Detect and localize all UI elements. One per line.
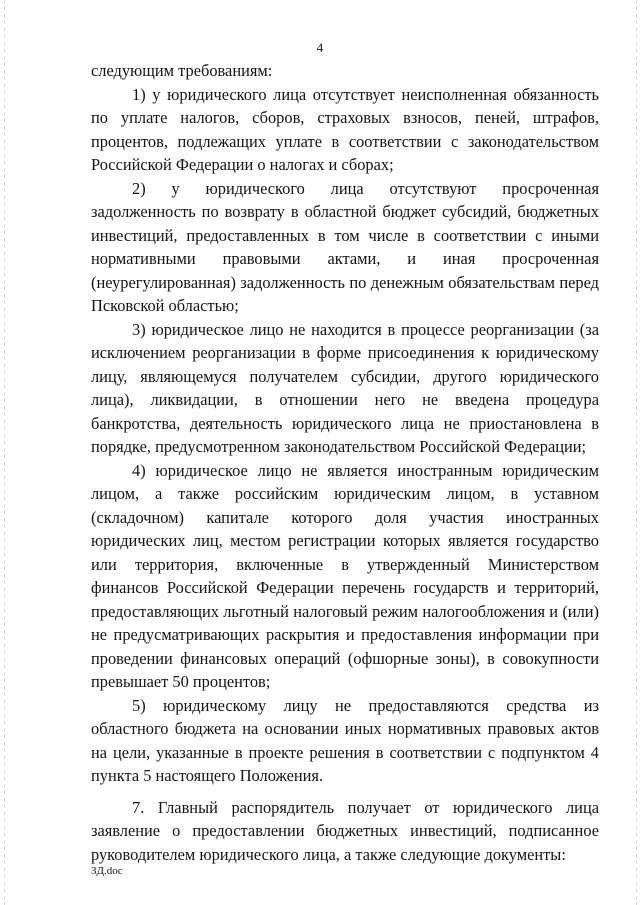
paragraph-lead: следующим требованиям: bbox=[91, 61, 273, 80]
scan-edge-right bbox=[636, 0, 637, 905]
page-number: 4 bbox=[316, 40, 324, 55]
footer-filename: 3Д.doc bbox=[91, 865, 123, 877]
document-body bbox=[91, 59, 599, 866]
paragraph-item-5: 5) юридическому лицу не предоставляются средства из областного бюджета на основании иных нормативных правовых актов на цели, указанные в проекте решения в соответствии с подпунктом 4 пункта 5 настоящего Положения. bbox=[91, 695, 599, 785]
paragraph-item-4: 4) юридическое лицо не является иностранным юридическим лицом, а также российским юридическим лицом, в уставном (складочном) капитале которого доля участия иностранных юридических лиц, местом регистрации которых является государство или территория, включенные в утвержденный Министерством финансов Российской Федерации перечень государств и территорий, предоставляющих льготный налоговый режим налогообложения и (или) не предусматривающих раскрытия и предоставления информации при проведении финансовых операций (офшорные зоны), в совокупности превышает 50 процентов; bbox=[91, 460, 599, 691]
scan-edge-left bbox=[4, 0, 5, 905]
paragraph-item-3: 3) юридическое лицо не находится в процессе реорганизации (за исключением реорганизации в форме присоединения к юридическому лицу, являющемуся получателем субсидии, другого юридического лица), ликвидации, в отношении него не введена процедура банкротства, деятельность юридического лица не приостановлена в порядке, предусмотренном законодательством Российской Федерации; bbox=[91, 319, 599, 456]
paragraph-item-2: 2) у юридического лица отсутствуют просроченная задолженность по возврату в областной бюджет субсидий, бюджетных инвестиций, предоставленных в том числе в соответствии с иными нормативными правовыми актами, и иная просроченная (неурегулированная) задолженность по денежным обязательствам перед Псковской областью; bbox=[91, 178, 599, 315]
paragraph-item-1: 1) у юридического лица отсутствует неисполненная обязанность по уплате налогов, сборов, страховых взносов, пеней, штрафов, процентов, подлежащих уплате в соответствии с законодательством Российской Федерации о налогах и сборах; bbox=[91, 84, 599, 174]
paragraph-section-7: 7. Главный распорядитель получает от юридического лица заявление о предоставлении бюджетных инвестиций, подписанное руководителем юридического лица, а также следующие документы: bbox=[91, 797, 599, 864]
